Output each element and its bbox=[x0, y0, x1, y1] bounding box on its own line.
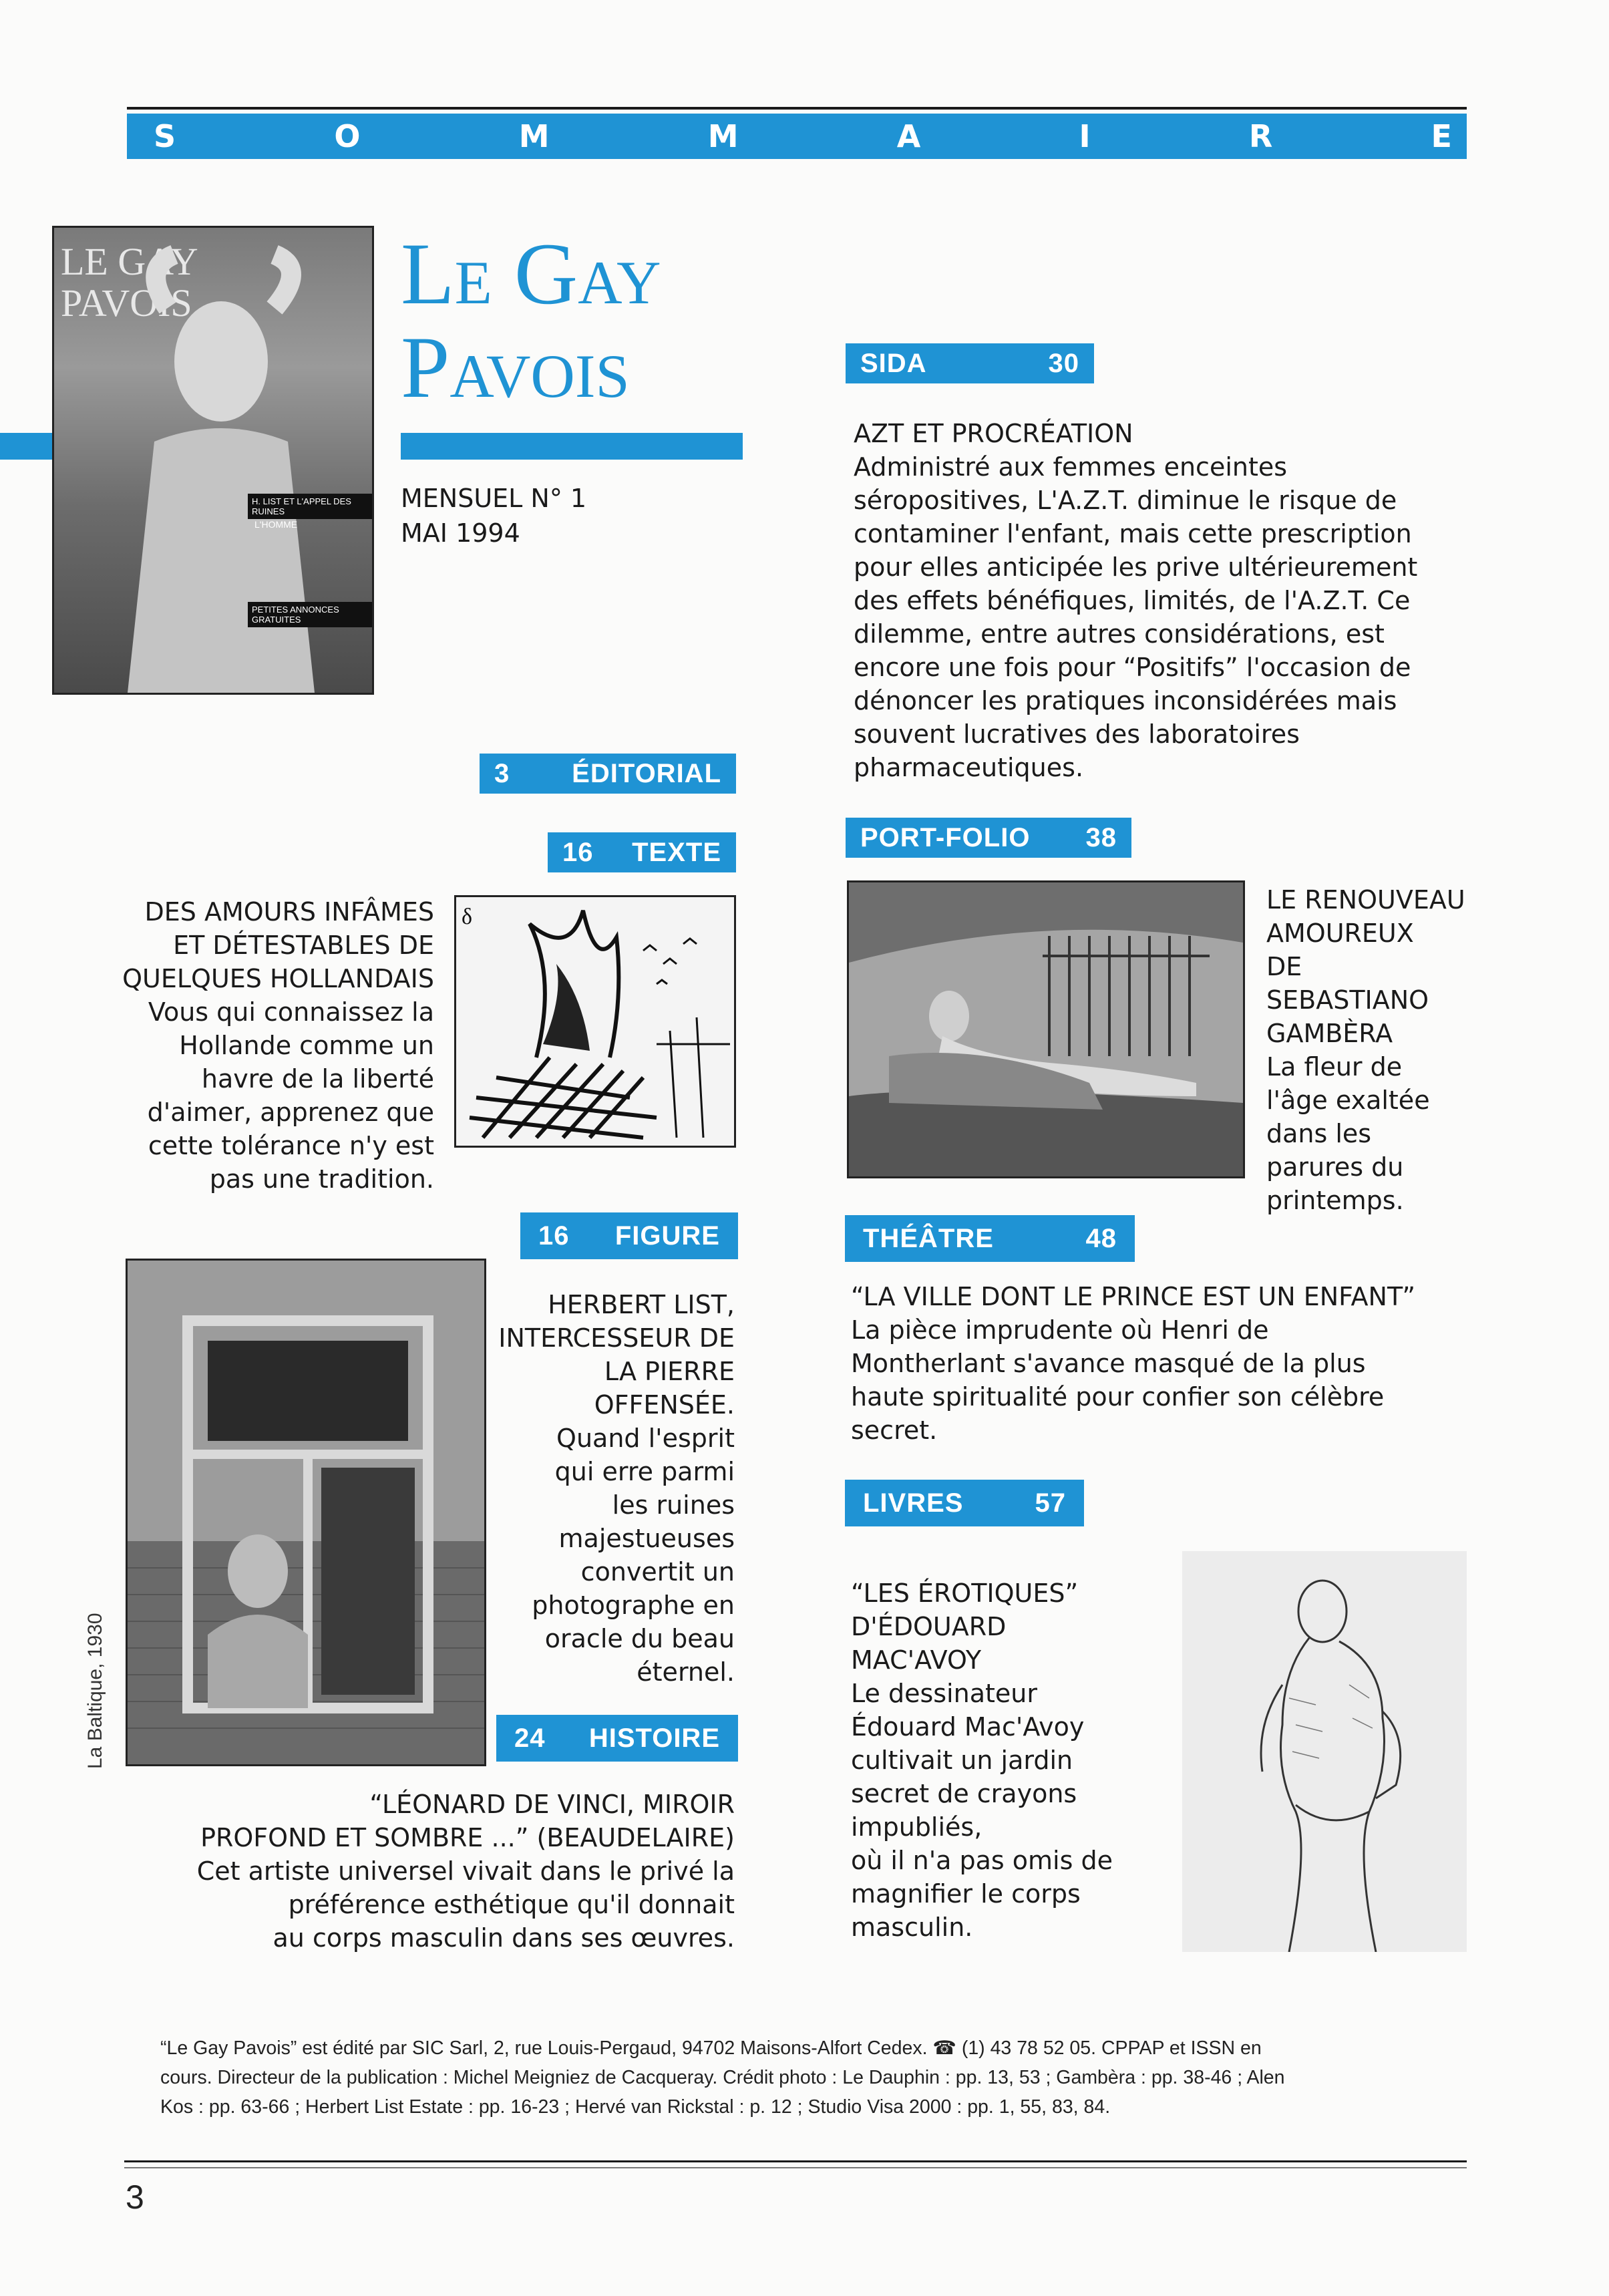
issue-number: MENSUEL N° 1 bbox=[401, 484, 587, 513]
article-headline: “LES ÉROTIQUES” bbox=[851, 1579, 1079, 1608]
article-body-line: des effets bénéfiques, limités, de l'A.Z.T. Ce bbox=[854, 586, 1411, 615]
tag-label: HISTOIRE bbox=[588, 1723, 720, 1753]
article-headline: PROFOND ET SOMBRE ...” (BEAUDELAIRE) bbox=[200, 1823, 735, 1852]
cover-masthead: LE GAY bbox=[61, 240, 198, 283]
tag-histoire bbox=[500, 1718, 735, 1758]
tag-page-number: 38 bbox=[1085, 822, 1117, 852]
tag-label: THÉÂTRE bbox=[863, 1223, 994, 1253]
texte-illustration bbox=[454, 895, 736, 1148]
article-body-line: cette tolérance n'y est bbox=[148, 1131, 434, 1160]
article-body-line: pharmaceutiques. bbox=[854, 753, 1084, 782]
article-body-line: préférence esthétique qu'il donnait bbox=[288, 1890, 735, 1919]
banner-letter: R bbox=[1248, 118, 1273, 154]
article-body-line: Édouard Mac'Avoy bbox=[851, 1712, 1085, 1742]
issue-info bbox=[401, 481, 586, 550]
tag-page-number: 57 bbox=[1035, 1488, 1066, 1518]
article-headline: LA PIERRE bbox=[604, 1357, 735, 1386]
article-body-line: haute spiritualité pour confier son célèbre bbox=[851, 1382, 1385, 1412]
article-headline: INTERCESSEUR DE bbox=[498, 1323, 735, 1353]
portfolio-photo bbox=[847, 880, 1245, 1178]
article-body-line: photographe en bbox=[532, 1591, 735, 1620]
article-headline: D'ÉDOUARD bbox=[851, 1612, 1007, 1641]
tag-page-number: 24 bbox=[514, 1723, 546, 1753]
article-headline: DES AMOURS INFÂMES bbox=[144, 897, 434, 927]
cover-masthead: PAVOIS bbox=[61, 281, 192, 325]
figure-photo bbox=[126, 1259, 486, 1766]
article-body-line: encore une fois pour “Positifs” l'occasion de bbox=[854, 653, 1411, 682]
article-body-line: parures du bbox=[1266, 1152, 1404, 1182]
article-body-line: secret de crayons bbox=[851, 1779, 1077, 1808]
article-headline: AZT ET PROCRÉATION bbox=[854, 419, 1133, 448]
cover-strap: L'HOMME bbox=[254, 519, 298, 530]
article-portfolio bbox=[1266, 883, 1467, 1217]
banner-letter: M bbox=[707, 118, 739, 154]
article-body-line: au corps masculin dans ses œuvres. bbox=[273, 1923, 735, 1953]
bonfire-illustration-icon bbox=[456, 897, 734, 1146]
top-rule bbox=[127, 107, 1467, 110]
magazine-title bbox=[401, 224, 661, 416]
bottom-rule-thin bbox=[124, 2167, 1467, 2168]
cover-strap: H. LIST ET L'APPEL DES RUINES bbox=[248, 494, 372, 519]
tag-page-number: 30 bbox=[1048, 348, 1079, 378]
article-body-line: masculin. bbox=[851, 1913, 973, 1942]
article-body-line: dilemme, entre autres considérations, est bbox=[854, 619, 1385, 649]
tag-label: TEXTE bbox=[632, 837, 721, 867]
article-body-line: où il n'a pas omis de bbox=[851, 1846, 1113, 1875]
article-headline: DE SEBASTIANO bbox=[1266, 952, 1429, 1015]
livres-drawing bbox=[1182, 1551, 1467, 1952]
cover-strap: PETITES ANNONCES GRATUITES bbox=[248, 602, 372, 627]
article-headline: “LA VILLE DONT LE PRINCE EST UN ENFANT” bbox=[851, 1282, 1416, 1311]
article-headline: LE RENOUVEAU bbox=[1266, 885, 1465, 915]
article-body-line: havre de la liberté bbox=[201, 1064, 434, 1094]
left-accent-bar bbox=[0, 433, 53, 460]
article-body-line: pour elles anticipée les prive ultérieurement bbox=[854, 552, 1418, 582]
article-sida bbox=[854, 417, 1468, 784]
tag-page-number: 48 bbox=[1085, 1223, 1117, 1253]
article-body-line: contaminer l'enfant, mais cette prescription bbox=[854, 519, 1412, 548]
issue-date: MAI 1994 bbox=[401, 518, 520, 548]
tag-editorial bbox=[480, 754, 736, 794]
banner-letter: S bbox=[154, 118, 176, 154]
banner-letter: I bbox=[1079, 118, 1091, 154]
tag-label: SIDA bbox=[860, 348, 927, 378]
article-body-line: oracle du beau bbox=[544, 1624, 735, 1653]
figure-photo-caption: La Baltique, 1930 bbox=[84, 1613, 106, 1769]
credits bbox=[160, 2033, 1469, 2122]
article-body-line: éternel. bbox=[637, 1657, 735, 1687]
banner-letter: E bbox=[1431, 118, 1452, 154]
article-headline: QUELQUES HOLLANDAIS bbox=[122, 964, 434, 993]
article-headline: OFFENSÉE. bbox=[594, 1390, 735, 1420]
tag-label: LIVRES bbox=[863, 1488, 964, 1518]
sommaire-banner bbox=[127, 114, 1467, 159]
article-body-line: La fleur de bbox=[1266, 1052, 1403, 1082]
title-line: Pavois bbox=[401, 318, 630, 416]
article-texte bbox=[94, 895, 434, 1196]
article-headline: ET DÉTESTABLES DE bbox=[173, 931, 434, 960]
article-body-line: convertit un bbox=[580, 1557, 735, 1587]
title-underline-bar bbox=[401, 433, 743, 460]
article-histoire bbox=[134, 1788, 735, 1955]
credits-line: “Le Gay Pavois” est édité par SIC Sarl, 2, rue Louis-Pergaud, 94702 Maisons-Alfort Cedex. ☎ (1) 43 78 52 05. CPPAP et ISSN en bbox=[160, 2037, 1262, 2059]
title-line: Le Gay bbox=[401, 224, 661, 323]
article-body-line: Hollande comme un bbox=[179, 1031, 434, 1060]
article-body-line: Quand l'esprit bbox=[556, 1424, 735, 1453]
article-body-line: Vous qui connaissez la bbox=[148, 997, 434, 1027]
tag-livres bbox=[848, 1483, 1081, 1523]
article-body-line: Montherlant s'avance masqué de la plus bbox=[851, 1349, 1366, 1378]
credits-line: cours. Directeur de la publication : Michel Meigniez de Cacqueray. Crédit photo : Le Dauphin : pp. 13, 53 ; Gambèra : pp. 38-46 ; Alen bbox=[160, 2067, 1285, 2088]
article-headline: HERBERT LIST, bbox=[548, 1290, 735, 1319]
page-number: 3 bbox=[126, 2178, 144, 2216]
article-body-line: cultivait un jardin bbox=[851, 1746, 1073, 1775]
article-body-line: secret. bbox=[851, 1416, 938, 1445]
article-body-line: Cet artiste universel vivait dans le privé la bbox=[196, 1856, 735, 1886]
tag-page-number: 16 bbox=[538, 1220, 570, 1251]
tag-label: PORT-FOLIO bbox=[860, 822, 1031, 852]
article-headline: MAC'AVOY bbox=[851, 1645, 982, 1675]
article-body-line: dans les bbox=[1266, 1119, 1372, 1148]
tag-label: ÉDITORIAL bbox=[572, 758, 721, 788]
article-headline: “LÉONARD DE VINCI, MIROIR bbox=[369, 1790, 735, 1819]
article-body-line: dénoncer les pratiques inconsidérées mais bbox=[854, 686, 1397, 715]
article-body-line: séropositives, L'A.Z.T. diminue le risque de bbox=[854, 486, 1397, 515]
article-livres bbox=[851, 1577, 1198, 1944]
tag-texte bbox=[548, 832, 736, 872]
article-body-line: La pièce imprudente où Henri de bbox=[851, 1315, 1269, 1345]
article-headline: GAMBÈRA bbox=[1266, 1019, 1393, 1048]
article-body-line: majestueuses bbox=[558, 1524, 735, 1553]
banner-letter: A bbox=[896, 118, 921, 154]
article-body-line: d'aimer, apprenez que bbox=[147, 1098, 434, 1127]
tag-sida bbox=[846, 343, 1094, 383]
article-figure bbox=[494, 1288, 735, 1689]
reclining-figure-photo-icon bbox=[849, 882, 1243, 1176]
article-body-line: impubliés, bbox=[851, 1812, 982, 1842]
banner-letter: M bbox=[518, 118, 550, 154]
article-body-line: printemps. bbox=[1266, 1186, 1404, 1215]
article-body-line: l'âge exaltée bbox=[1266, 1086, 1430, 1115]
window-photo-icon bbox=[128, 1261, 484, 1764]
tag-theatre bbox=[848, 1218, 1131, 1259]
sketch-figure-icon bbox=[1182, 1551, 1467, 1952]
article-body-line: souvent lucratives des laboratoires bbox=[854, 719, 1300, 749]
banner-letter: O bbox=[334, 118, 361, 154]
bottom-rule bbox=[124, 2160, 1467, 2162]
credits-line: Kos : pp. 63-66 ; Herbert List Estate : pp. 16-23 ; Hervé van Rickstal : p. 12 ; Studio Visa 2000 : pp. 1, 55, 83, 84. bbox=[160, 2096, 1111, 2118]
tag-portfolio bbox=[846, 818, 1131, 858]
article-body-line: pas une tradition. bbox=[209, 1164, 434, 1194]
svg-text:δ: δ bbox=[462, 905, 473, 929]
cover-image bbox=[52, 226, 374, 695]
article-body-line: qui erre parmi bbox=[554, 1457, 735, 1486]
tag-figure bbox=[524, 1216, 735, 1256]
article-body-line: magnifier le corps bbox=[851, 1879, 1081, 1909]
article-body-line: Administré aux femmes enceintes bbox=[854, 452, 1288, 482]
tag-page-number: 3 bbox=[494, 758, 510, 788]
article-body-line: les ruines bbox=[612, 1490, 735, 1520]
tag-page-number: 16 bbox=[562, 837, 594, 867]
tag-label: FIGURE bbox=[614, 1220, 720, 1251]
article-theatre bbox=[851, 1280, 1465, 1447]
article-body-line: Le dessinateur bbox=[851, 1679, 1037, 1708]
article-headline: AMOUREUX bbox=[1266, 919, 1414, 948]
